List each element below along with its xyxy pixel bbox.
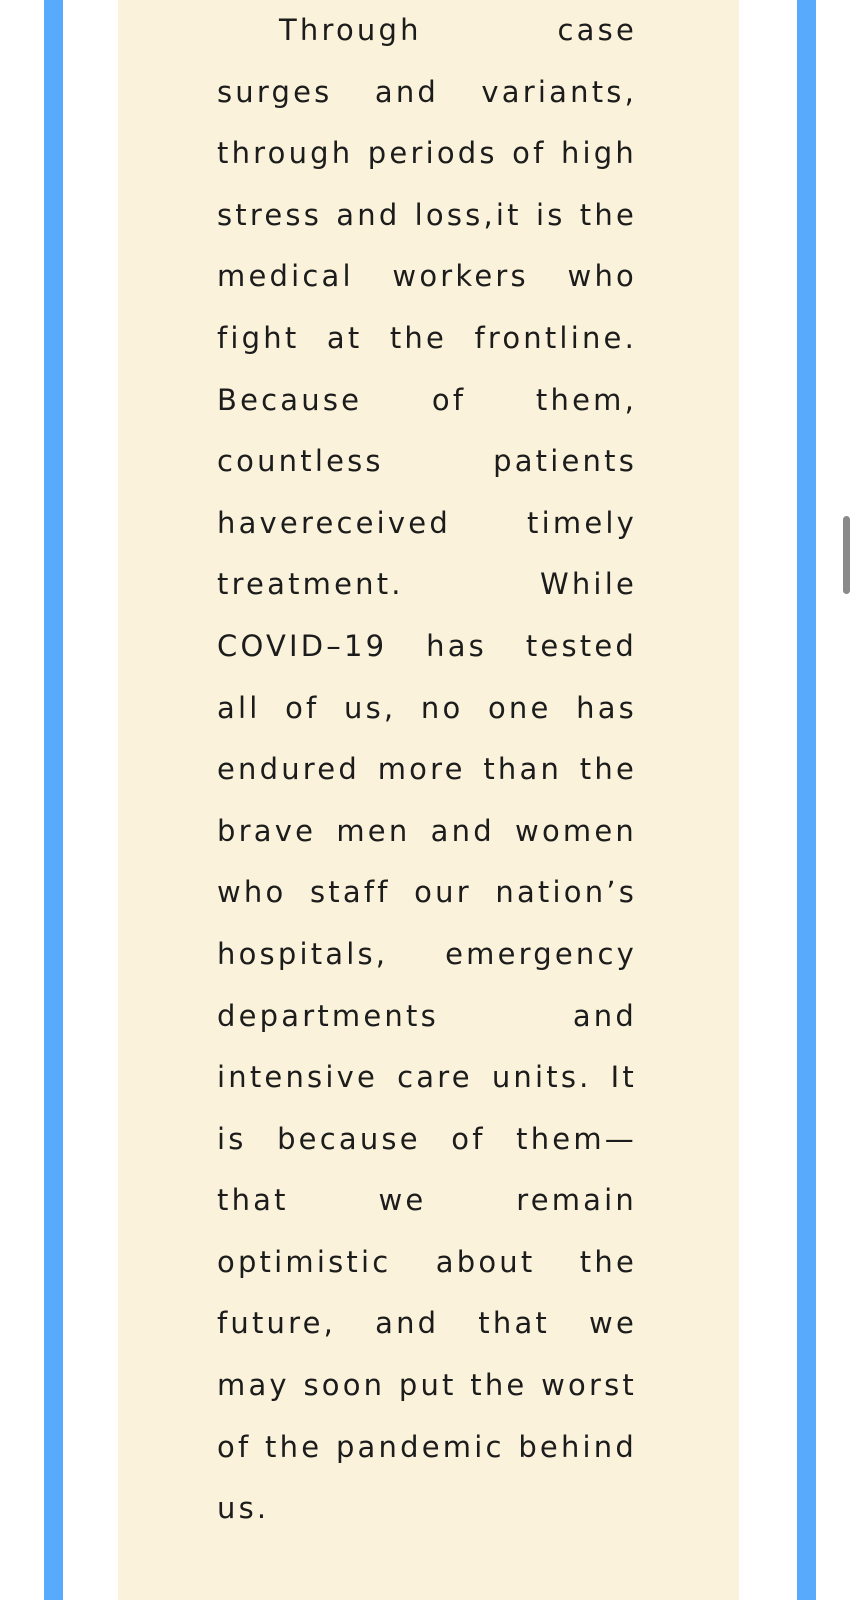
right-accent-border bbox=[797, 0, 816, 1600]
scrollbar-thumb[interactable] bbox=[843, 516, 850, 594]
article-paragraph: Through case surges and variants, through periods of high stress and loss,it is the medical workers who fight at the frontline. Because of them, countless patients havereceived timely treatment. While COVID–19 has tested all of us, no one has endured more than the brave men and women who staff our nation’s hospitals, emergency departments and intensive care units. It is because of them— that we remain optimistic about the future, and that we may soon put the worst of the pandemic behind us. bbox=[217, 13, 637, 1526]
left-accent-border bbox=[44, 0, 63, 1600]
